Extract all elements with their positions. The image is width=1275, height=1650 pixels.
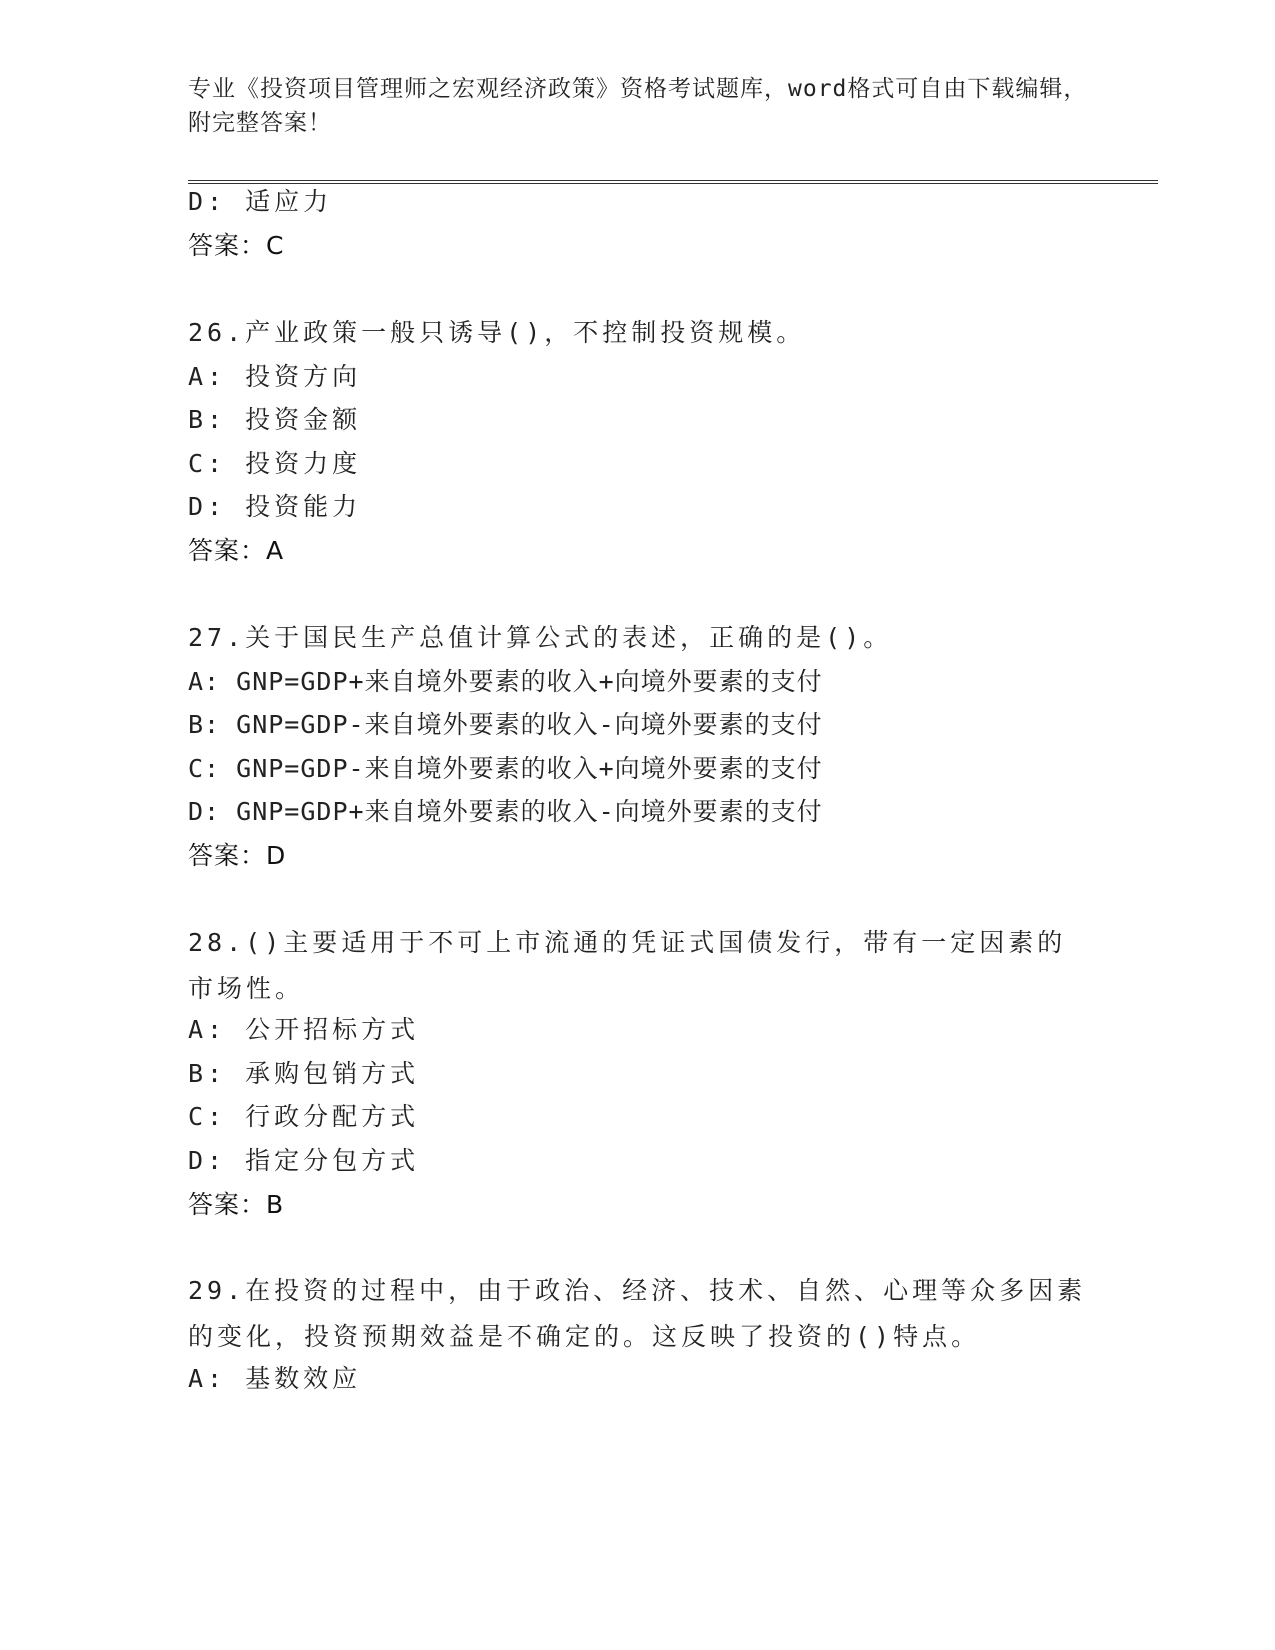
- document-header: 专业《投资项目管理师之宏观经济政策》资格考试题库，word格式可自由下载编辑，附完整答案！: [188, 76, 1088, 136]
- question-26-answer: 答案：A: [188, 536, 285, 565]
- question-26-option-c: C: 投资力度: [188, 449, 362, 478]
- question-29-stem: 29.在投资的过程中，由于政治、经济、技术、自然、心理等众多因素的变化，投资预期效益是不确定的。这反映了投资的()特点。: [188, 1276, 1087, 1351]
- question-29-option-a: A: 基数效应: [188, 1364, 362, 1393]
- question-26-option-b: B: 投资金额: [188, 405, 362, 434]
- question-28-option-d: D: 指定分包方式: [188, 1146, 420, 1175]
- question-27-option-a: A: GNP=GDP+来自境外要素的收入+向境外要素的支付: [188, 667, 823, 696]
- question-27-option-d: D: GNP=GDP+来自境外要素的收入-向境外要素的支付: [188, 797, 823, 826]
- question-28-answer: 答案：B: [188, 1190, 285, 1219]
- question-27-stem: 27.关于国民生产总值计算公式的表述，正确的是()。: [188, 623, 893, 652]
- question-27-answer: 答案：D: [188, 841, 287, 870]
- question-28-option-a: A: 公开招标方式: [188, 1015, 420, 1044]
- question-26-option-d: D: 投资能力: [188, 492, 362, 521]
- question-28-option-b: B: 承购包销方式: [188, 1059, 420, 1088]
- question-27-option-b: B: GNP=GDP-来自境外要素的收入-向境外要素的支付: [188, 710, 823, 739]
- header-divider-second: [188, 183, 1158, 184]
- question-28-option-c: C: 行政分配方式: [188, 1102, 420, 1131]
- question-26-option-a: A: 投资方向: [188, 362, 362, 391]
- question-26-stem: 26.产业政策一般只诱导()，不控制投资规模。: [188, 318, 806, 347]
- header-divider: [188, 180, 1158, 181]
- prev-option-d: D: 适应力: [188, 187, 333, 216]
- question-28-stem: 28.()主要适用于不可上市流通的凭证式国债发行，带有一定因素的市场性。: [188, 928, 1067, 1003]
- prev-answer: 答案：C: [188, 231, 285, 260]
- question-27-option-c: C: GNP=GDP-来自境外要素的收入+向境外要素的支付: [188, 754, 823, 783]
